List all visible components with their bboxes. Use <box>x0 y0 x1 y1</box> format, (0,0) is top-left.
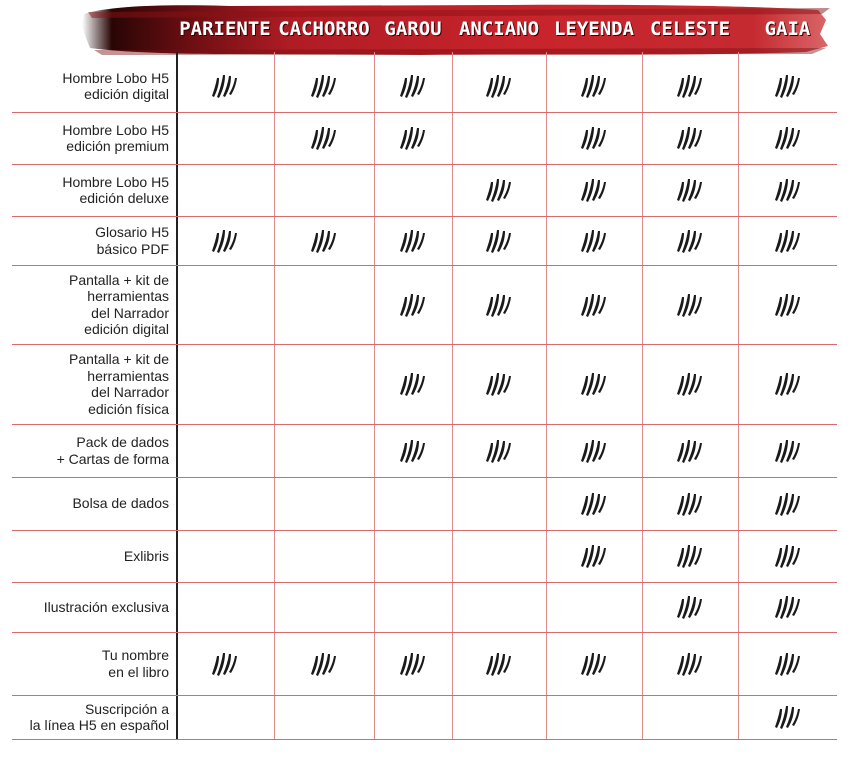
row-label-line: Pantalla + kit de <box>68 351 169 367</box>
row-label-line: del Narrador <box>91 304 169 321</box>
column-divider <box>176 52 178 740</box>
claw-mark-icon <box>211 72 239 100</box>
column-divider <box>274 52 275 740</box>
claw-mark-icon <box>774 650 802 678</box>
claw-mark-icon <box>774 176 802 204</box>
claw-mark-icon <box>580 437 608 465</box>
row-label-line: Glosario H5 <box>95 224 169 240</box>
claw-mark-icon <box>580 650 608 678</box>
tier-label-cachorro: CACHORRO <box>278 18 370 40</box>
claw-mark-icon <box>399 437 427 465</box>
row-label <box>12 60 169 112</box>
claw-mark-icon <box>774 542 802 570</box>
row-label-line: + Cartas de forma <box>56 450 169 467</box>
claw-mark-icon <box>580 227 608 255</box>
claw-mark-icon <box>676 72 704 100</box>
row-label <box>12 216 169 265</box>
row-label <box>12 344 169 424</box>
claw-mark-icon <box>580 124 608 152</box>
column-divider <box>738 52 739 740</box>
row-label-line: edición deluxe <box>79 190 169 206</box>
row-label <box>12 477 169 530</box>
row-label-line: Ilustración exclusiva <box>43 598 169 615</box>
claw-mark-icon <box>580 176 608 204</box>
claw-mark-icon <box>774 72 802 100</box>
claw-mark-icon <box>485 437 513 465</box>
column-divider <box>452 52 453 740</box>
row-label <box>12 632 169 695</box>
claw-mark-icon <box>774 370 802 398</box>
claw-mark-icon <box>399 370 427 398</box>
claw-mark-icon <box>580 370 608 398</box>
claw-mark-icon <box>399 124 427 152</box>
tier-label-garou: GAROU <box>384 18 442 40</box>
claw-mark-icon <box>676 490 704 518</box>
claw-mark-icon <box>676 650 704 678</box>
row-label-line: básico PDF <box>96 240 169 257</box>
row-label-line: Hombre Lobo H5 <box>62 121 169 138</box>
row-label-line: Bolsa de dados <box>72 495 169 512</box>
column-divider <box>642 52 643 740</box>
row-label-line: del Narrador <box>91 384 169 400</box>
row-label-line: Hombre Lobo H5 <box>62 173 169 190</box>
claw-mark-icon <box>580 490 608 518</box>
row-label-line: herramientas <box>87 288 169 304</box>
tier-label-pariente: PARIENTE <box>179 18 271 40</box>
claw-mark-icon <box>676 437 704 465</box>
claw-mark-icon <box>310 650 338 678</box>
tier-label-leyenda: LEYENDA <box>553 18 635 40</box>
row-label-line: Exlibris <box>123 547 169 564</box>
claw-mark-icon <box>580 291 608 319</box>
claw-mark-icon <box>310 227 338 255</box>
claw-mark-icon <box>310 124 338 152</box>
row-label-line: en el libro <box>108 663 169 680</box>
claw-mark-icon <box>485 176 513 204</box>
claw-mark-icon <box>774 437 802 465</box>
claw-mark-icon <box>310 72 338 100</box>
tier-label-anciano: ANCIANO <box>458 18 540 40</box>
row-label <box>12 112 169 164</box>
claw-mark-icon <box>774 703 802 731</box>
row-label <box>12 582 169 632</box>
claw-mark-icon <box>485 650 513 678</box>
row-label-line: edición digital <box>84 321 169 337</box>
claw-mark-icon <box>485 227 513 255</box>
claw-mark-icon <box>399 227 427 255</box>
row-label-line: edición física <box>88 400 169 417</box>
claw-mark-icon <box>211 650 239 678</box>
row-label-line: Suscripción a <box>84 700 169 717</box>
claw-mark-icon <box>485 370 513 398</box>
claw-mark-icon <box>774 227 802 255</box>
tier-label-celeste: CELESTE <box>649 18 731 40</box>
claw-mark-icon <box>676 176 704 204</box>
claw-mark-icon <box>774 490 802 518</box>
row-label-line: herramientas <box>87 367 169 384</box>
claw-mark-icon <box>774 291 802 319</box>
row-label <box>12 424 169 477</box>
row-divider <box>12 739 837 740</box>
claw-mark-icon <box>399 72 427 100</box>
row-label <box>12 695 169 739</box>
claw-mark-icon <box>676 542 704 570</box>
claw-mark-icon <box>485 72 513 100</box>
claw-mark-icon <box>676 291 704 319</box>
claw-mark-icon <box>485 291 513 319</box>
claw-mark-icon <box>676 227 704 255</box>
claw-mark-icon <box>580 542 608 570</box>
row-label-line: edición premium <box>66 138 169 154</box>
row-label-line: Hombre Lobo H5 <box>62 69 169 86</box>
claw-mark-icon <box>211 227 239 255</box>
row-label-line: Pantalla + kit de <box>68 271 169 288</box>
row-label-line: Tu nombre <box>101 647 169 663</box>
row-label <box>12 265 169 344</box>
row-label-line: la línea H5 en español <box>29 717 169 733</box>
claw-mark-icon <box>676 124 704 152</box>
row-label-line: Pack de dados <box>76 434 169 450</box>
claw-mark-icon <box>676 370 704 398</box>
claw-mark-icon <box>399 291 427 319</box>
row-label <box>12 164 169 216</box>
column-divider <box>374 52 375 740</box>
claw-mark-icon <box>774 124 802 152</box>
column-divider <box>546 52 547 740</box>
row-label <box>12 530 169 582</box>
claw-mark-icon <box>399 650 427 678</box>
claw-mark-icon <box>676 593 704 621</box>
tier-label-gaia: GAIA <box>764 18 811 40</box>
claw-mark-icon <box>580 72 608 100</box>
claw-mark-icon <box>774 593 802 621</box>
row-label-line: edición digital <box>84 86 169 102</box>
